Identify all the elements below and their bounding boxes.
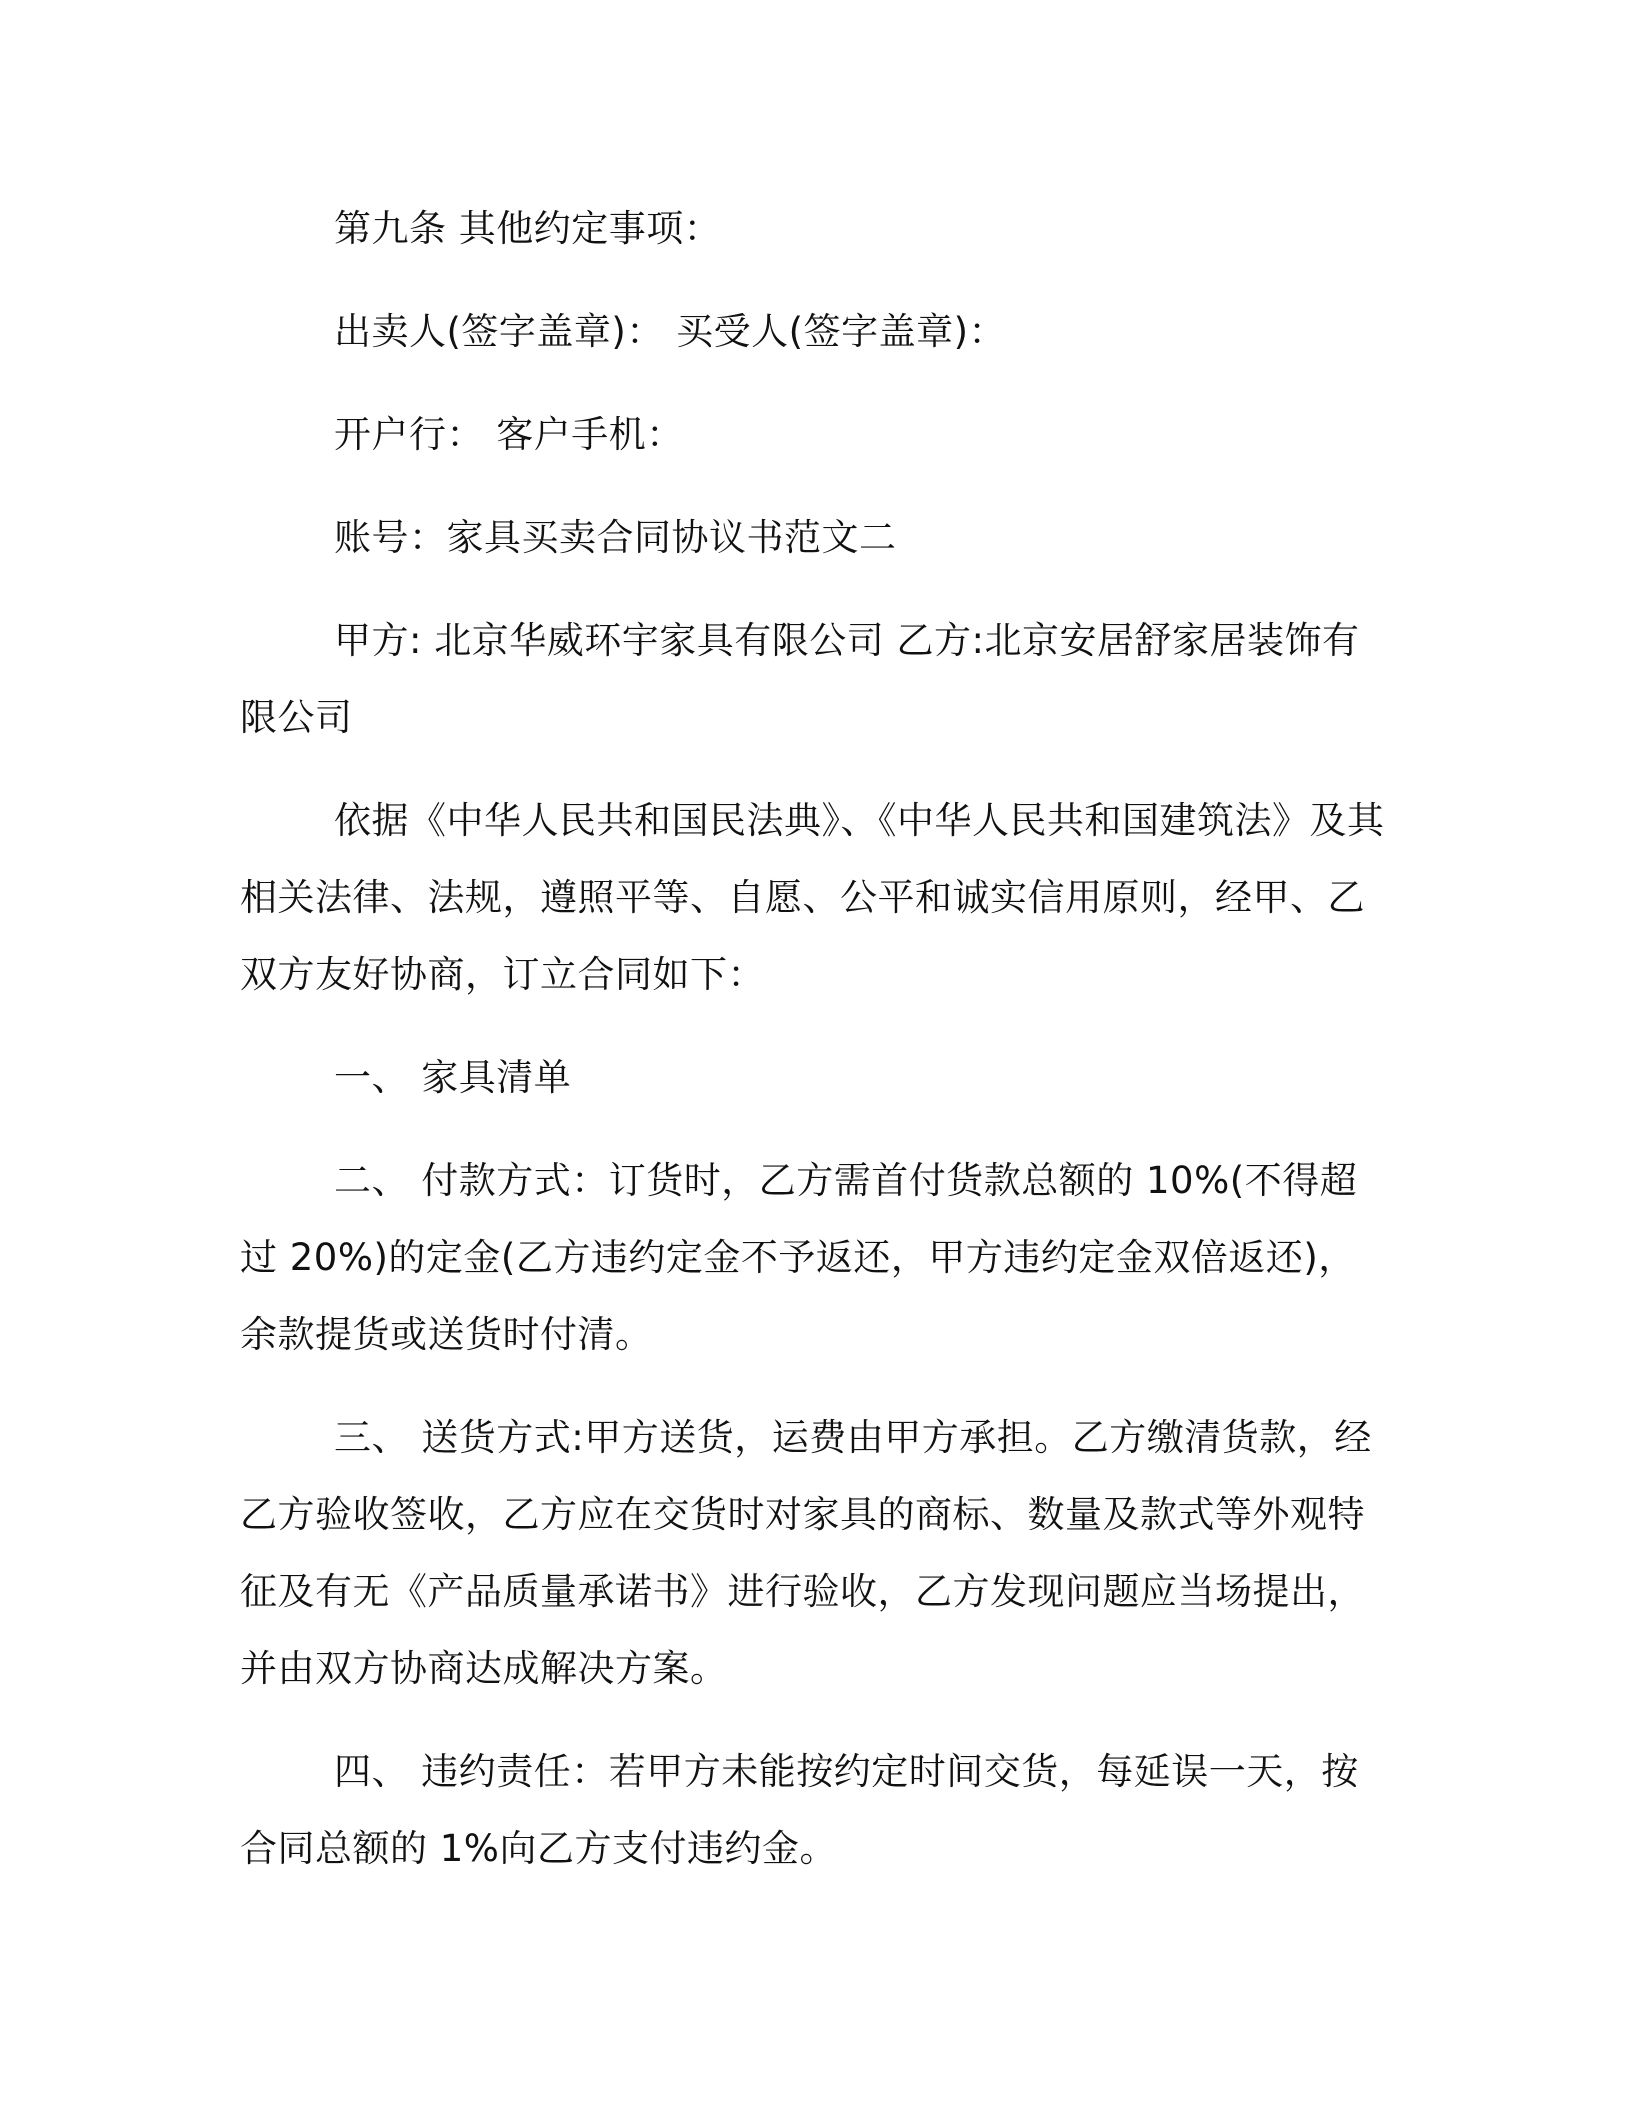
document-body <box>240 190 1390 1913</box>
signature-line: 出卖人(签字盖章)： 买受人(签字盖章)： <box>334 310 1007 353</box>
article-nine-heading: 第九条 其他约定事项： <box>334 207 722 250</box>
account-title-line: 账号：家具买卖合同协议书范文二 <box>334 516 897 559</box>
bank-phone-line: 开户行： 客户手机： <box>334 413 684 456</box>
section-two-payment: 二、 付款方式：订货时，乙方需首付货款总额的 10%(不得超过 20%)的定金(乙方违约定金不予返还，甲方违约定金双倍返还)，余款提货或送货时付清。 <box>240 1159 1358 1356</box>
section-four-liability: 四、 违约责任：若甲方未能按约定时间交货，每延误一天，按合同总额的 1%向乙方支付违约金。 <box>240 1750 1359 1870</box>
section-three-delivery: 三、 送货方式:甲方送货，运费由甲方承担。乙方缴清货款，经乙方验收签收，乙方应在交货时对家具的商标、数量及款式等外观特征及有无《产品质量承诺书》进行验收，乙方发现问题应当场提出，并由双方协商达成解决方案。 <box>240 1416 1372 1690</box>
parties-paragraph: 甲方: 北京华威环宇家具有限公司 乙方:北京安居舒家居装饰有限公司 <box>240 619 1360 739</box>
section-one-furniture-list: 一、 家具清单 <box>334 1056 572 1099</box>
legal-basis-paragraph: 依据《中华人民共和国民法典》、《中华人民共和国建筑法》及其相关法律、法规，遵照平等、自愿、公平和诚实信用原则，经甲、乙双方友好协商，订立合同如下： <box>240 799 1385 996</box>
